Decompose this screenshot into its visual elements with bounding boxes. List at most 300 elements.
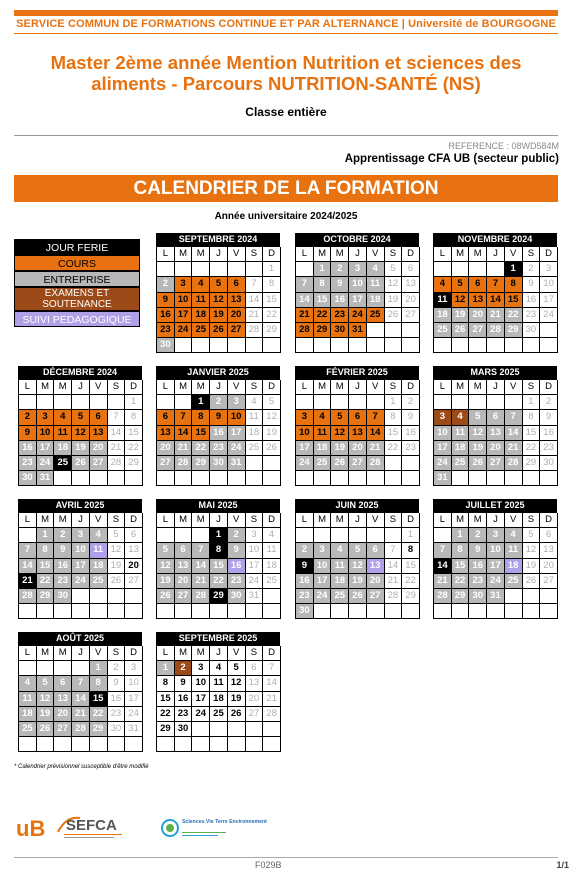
month-calendar [156,366,280,486]
weekday-header: M [37,646,55,661]
day-cell: 13 [157,426,175,441]
day-cell: 5 [210,277,228,292]
empty-cell [175,528,193,543]
day-cell: 15 [157,692,175,707]
empty-cell [540,604,558,619]
day-cell: 28 [19,589,37,604]
day-cell: 20 [402,293,420,308]
form-code: F029B [255,860,282,870]
day-cell: 11 [19,692,37,707]
day-cell: 28 [367,456,385,471]
day-cell: 20 [367,574,385,589]
weekday-header: S [108,646,126,661]
day-cell: 23 [54,574,72,589]
empty-cell [19,737,37,752]
empty-cell [263,737,281,752]
weekday-header: S [385,380,403,395]
empty-cell [72,589,90,604]
weekday-header: M [314,513,332,528]
empty-cell [540,589,558,604]
day-cell: 8 [90,676,108,691]
day-cell: 21 [19,574,37,589]
day-cell: 28 [434,589,452,604]
empty-cell [90,737,108,752]
weekday-header: M [37,380,55,395]
weekday-header: D [540,247,558,262]
day-cell: 7 [19,543,37,558]
empty-cell [505,589,523,604]
day-cell: 5 [72,410,90,425]
day-cell: 18 [210,692,228,707]
day-cell: 12 [72,426,90,441]
day-cell: 4 [452,410,470,425]
day-cell: 17 [175,308,193,323]
day-cell: 20 [469,308,487,323]
day-cell: 6 [367,543,385,558]
day-cell: 31 [487,589,505,604]
day-cell: 14 [175,426,193,441]
footer-divider [14,857,558,858]
day-cell: 29 [452,589,470,604]
weekday-header: L [434,513,452,528]
day-cell: 9 [523,277,541,292]
weekday-header: J [210,646,228,661]
day-cell: 16 [540,426,558,441]
empty-cell [54,604,72,619]
day-cell: 31 [125,722,143,737]
day-cell: 23 [175,707,193,722]
day-cell: 16 [469,559,487,574]
month-grid [156,379,280,486]
day-cell: 1 [314,262,332,277]
day-cell: 2 [157,277,175,292]
day-cell: 6 [487,410,505,425]
day-cell: 8 [452,543,470,558]
empty-cell [314,395,332,410]
day-cell: 25 [210,707,228,722]
day-cell: 17 [72,559,90,574]
day-cell: 15 [505,293,523,308]
empty-cell [487,262,505,277]
day-cell: 23 [331,308,349,323]
day-cell: 11 [331,559,349,574]
empty-cell [523,338,541,353]
day-cell: 24 [175,323,193,338]
day-cell: 9 [228,543,246,558]
empty-cell [210,737,228,752]
day-cell: 28 [175,456,193,471]
day-cell: 29 [125,456,143,471]
day-cell: 27 [228,323,246,338]
day-cell: 22 [523,441,541,456]
day-cell: 27 [90,456,108,471]
day-cell: 30 [469,589,487,604]
day-cell: 12 [349,559,367,574]
day-cell: 12 [263,410,281,425]
day-cell: 14 [385,559,403,574]
month-grid [156,246,280,353]
legend-item-ex: EXAMENS ET SOUTENANCE [14,287,140,311]
month-title: JUIN 2025 [295,499,419,512]
day-cell: 4 [367,262,385,277]
empty-cell [157,262,175,277]
empty-cell [246,722,264,737]
day-cell: 22 [505,308,523,323]
day-cell: 11 [434,293,452,308]
day-cell: 2 [331,262,349,277]
day-cell: 18 [263,559,281,574]
svte-logo-text: Sciences Vie Terre Environnement [182,819,267,825]
weekday-header: V [367,513,385,528]
weekday-header: V [228,513,246,528]
weekday-header: J [349,380,367,395]
day-cell: 7 [505,410,523,425]
day-cell: 6 [175,543,193,558]
day-cell: 22 [192,441,210,456]
empty-cell [349,528,367,543]
day-cell: 22 [210,574,228,589]
day-cell: 5 [228,661,246,676]
day-cell: 4 [192,277,210,292]
day-cell: 25 [331,589,349,604]
day-cell: 8 [314,277,332,292]
day-cell: 16 [402,426,420,441]
day-cell: 29 [314,323,332,338]
empty-cell [505,338,523,353]
month-grid [433,246,557,353]
weekday-header: J [72,646,90,661]
weekday-header: L [157,513,175,528]
day-cell: 18 [314,441,332,456]
day-cell: 16 [54,559,72,574]
weekday-header: L [157,247,175,262]
calendar-banner: CALENDRIER DE LA FORMATION [14,175,558,202]
day-cell: 14 [505,426,523,441]
day-cell: 27 [54,722,72,737]
month-calendar [156,499,280,619]
month-grid [156,512,280,619]
day-cell: 8 [263,277,281,292]
day-cell: 17 [246,559,264,574]
day-cell: 23 [540,441,558,456]
weekday-header: D [125,380,143,395]
empty-cell [402,338,420,353]
day-cell: 11 [246,410,264,425]
day-cell: 19 [385,293,403,308]
empty-cell [90,471,108,486]
empty-cell [175,737,193,752]
day-cell: 16 [296,574,314,589]
day-cell: 11 [192,293,210,308]
day-cell: 28 [72,722,90,737]
empty-cell [54,471,72,486]
day-cell: 9 [469,543,487,558]
day-cell: 27 [540,574,558,589]
day-cell: 31 [349,323,367,338]
empty-cell [434,395,452,410]
day-cell: 14 [296,293,314,308]
weekday-header: S [523,513,541,528]
weekday-header: D [402,513,420,528]
day-cell: 3 [540,262,558,277]
empty-cell [402,323,420,338]
day-cell: 8 [37,543,55,558]
day-cell: 15 [125,426,143,441]
day-cell: 20 [157,441,175,456]
weekday-header: D [263,513,281,528]
day-cell: 19 [228,692,246,707]
empty-cell [228,722,246,737]
empty-cell [192,604,210,619]
day-cell: 9 [331,277,349,292]
day-cell: 4 [263,528,281,543]
class-group: Classe entière [245,105,327,119]
day-cell: 20 [246,692,264,707]
day-cell: 5 [349,543,367,558]
weekday-header: S [385,513,403,528]
day-cell: 21 [505,441,523,456]
day-cell: 29 [37,589,55,604]
day-cell: 14 [367,426,385,441]
empty-cell [228,604,246,619]
day-cell: 4 [331,543,349,558]
weekday-header: M [192,247,210,262]
day-cell: 12 [523,543,541,558]
day-cell: 18 [434,308,452,323]
academic-year: Année universitaire 2024/2025 [214,211,358,222]
weekday-header: M [192,513,210,528]
day-cell: 15 [263,293,281,308]
day-cell: 2 [108,661,126,676]
day-cell: 23 [296,589,314,604]
weekday-header: M [331,513,349,528]
month-title: SEPTEMBRE 2025 [156,632,280,645]
empty-cell [349,338,367,353]
day-cell: 12 [331,426,349,441]
day-cell: 5 [523,528,541,543]
weekday-header: M [54,646,72,661]
header-divider [14,33,558,34]
empty-cell [19,395,37,410]
empty-cell [210,604,228,619]
day-cell: 27 [246,707,264,722]
month-title: FÉVRIER 2025 [295,366,419,379]
day-cell: 7 [246,277,264,292]
month-grid [18,512,142,619]
empty-cell [452,471,470,486]
empty-cell [434,528,452,543]
day-cell: 6 [125,528,143,543]
day-cell: 3 [296,410,314,425]
sefca-logo-text: SEFCA [66,817,117,834]
empty-cell [402,604,420,619]
empty-cell [469,262,487,277]
empty-cell [385,456,403,471]
day-cell: 1 [452,528,470,543]
day-cell: 30 [108,722,126,737]
empty-cell [385,471,403,486]
weekday-header: J [349,513,367,528]
empty-cell [37,604,55,619]
day-cell: 19 [349,574,367,589]
empty-cell [175,395,193,410]
day-cell: 7 [72,676,90,691]
empty-cell [263,456,281,471]
day-cell: 20 [54,707,72,722]
month-grid [295,379,419,486]
day-cell: 10 [175,293,193,308]
day-cell: 16 [108,692,126,707]
day-cell: 1 [505,262,523,277]
weekday-header: M [175,513,193,528]
day-cell: 6 [349,410,367,425]
empty-cell [385,323,403,338]
day-cell: 4 [246,395,264,410]
month-calendar [18,499,142,619]
day-cell: 21 [263,692,281,707]
reference-code: REFERENCE : 08WD584M [448,141,559,151]
day-cell: 19 [263,426,281,441]
day-cell: 13 [349,426,367,441]
empty-cell [469,395,487,410]
month-title: NOVEMBRE 2024 [433,233,557,246]
empty-cell [108,395,126,410]
empty-cell [331,471,349,486]
day-cell: 1 [157,661,175,676]
day-cell: 10 [434,426,452,441]
day-cell: 25 [19,722,37,737]
day-cell: 18 [331,574,349,589]
empty-cell [210,471,228,486]
day-cell: 15 [314,293,332,308]
weekday-header: M [192,646,210,661]
weekday-header: D [125,513,143,528]
day-cell: 20 [90,441,108,456]
empty-cell [452,338,470,353]
day-cell: 22 [125,441,143,456]
empty-cell [296,528,314,543]
day-cell: 2 [402,395,420,410]
day-cell: 24 [125,707,143,722]
day-cell: 12 [108,543,126,558]
day-cell: 25 [54,456,72,471]
legend-item-fe: JOUR FERIE [14,239,140,255]
day-cell: 14 [263,676,281,691]
day-cell: 12 [469,426,487,441]
day-cell: 29 [157,722,175,737]
day-cell: 8 [385,410,403,425]
weekday-header: V [228,646,246,661]
empty-cell [175,471,193,486]
day-cell: 28 [108,456,126,471]
day-cell: 13 [367,559,385,574]
weekday-header: D [540,380,558,395]
weekday-header: D [540,513,558,528]
empty-cell [523,589,541,604]
day-cell: 27 [175,589,193,604]
day-cell: 1 [210,528,228,543]
day-cell: 7 [192,543,210,558]
day-cell: 17 [540,293,558,308]
empty-cell [331,395,349,410]
day-cell: 28 [505,456,523,471]
ub-logo [14,814,54,840]
empty-cell [108,737,126,752]
day-cell: 28 [385,589,403,604]
day-cell: 16 [331,293,349,308]
weekday-header: L [19,380,37,395]
day-cell: 22 [314,308,332,323]
day-cell: 1 [192,395,210,410]
empty-cell [192,528,210,543]
empty-cell [469,471,487,486]
weekday-header: M [452,513,470,528]
weekday-header: D [263,247,281,262]
day-cell: 6 [402,262,420,277]
month-grid [18,379,142,486]
disclaimer-note: * Calendrier prévisionnel susceptible d'être modifié [14,764,149,770]
empty-cell [540,338,558,353]
empty-cell [192,338,210,353]
day-cell: 2 [19,410,37,425]
day-cell: 14 [246,293,264,308]
empty-cell [331,338,349,353]
empty-cell [385,528,403,543]
day-cell: 17 [296,441,314,456]
page-title: Master 2ème année Mention Nutrition et sciences des aliments - Parcours NUTRITION-SANTÉ (NS) [50,52,522,94]
day-cell: 30 [523,323,541,338]
weekday-header: M [54,380,72,395]
weekday-header: J [349,247,367,262]
weekday-header: S [246,380,264,395]
empty-cell [228,262,246,277]
empty-cell [228,737,246,752]
empty-cell [246,604,264,619]
day-cell: 20 [349,441,367,456]
day-cell: 25 [367,308,385,323]
empty-cell [228,338,246,353]
day-cell: 7 [367,410,385,425]
empty-cell [19,528,37,543]
weekday-header: M [452,380,470,395]
weekday-header: M [54,513,72,528]
day-cell: 2 [469,528,487,543]
day-cell: 3 [72,528,90,543]
day-cell: 7 [487,277,505,292]
day-cell: 6 [157,410,175,425]
day-cell: 7 [108,410,126,425]
day-cell: 23 [469,574,487,589]
day-cell: 10 [72,543,90,558]
day-cell: 18 [505,559,523,574]
day-cell: 24 [228,441,246,456]
weekday-header: L [19,646,37,661]
day-cell: 15 [523,426,541,441]
day-cell: 10 [314,559,332,574]
sefca-logo [56,812,128,842]
day-cell: 11 [90,543,108,558]
day-cell: 25 [90,574,108,589]
day-cell: 26 [157,589,175,604]
month-title: DÉCEMBRE 2024 [18,366,142,379]
weekday-header: M [469,513,487,528]
day-cell: 10 [125,676,143,691]
weekday-header: S [523,380,541,395]
day-cell: 26 [385,308,403,323]
day-cell: 8 [402,543,420,558]
day-cell: 31 [37,471,55,486]
day-cell: 19 [523,559,541,574]
